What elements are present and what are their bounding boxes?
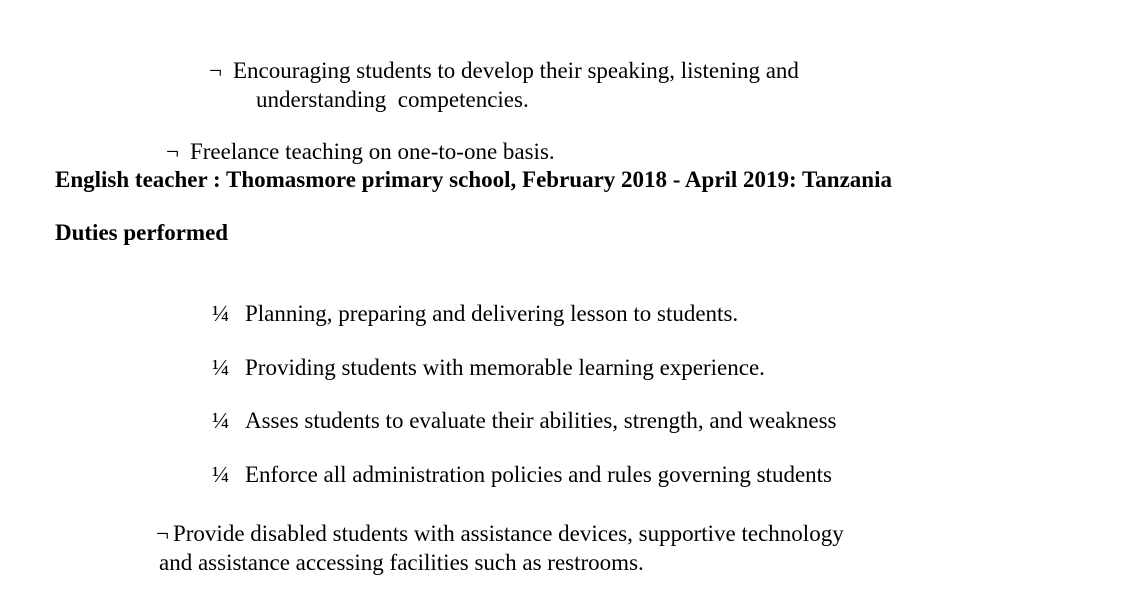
- bullet-marker-quarter: ¼: [212, 355, 230, 380]
- bullet-marker-quarter: ¼: [212, 301, 230, 326]
- closing-bullet-continuation: and assistance accessing facilities such as restrooms.: [159, 550, 644, 575]
- intro-bullet-1-continuation: understanding competencies.: [256, 87, 529, 112]
- closing-bullet-text: Provide disabled students with assistance devices, supportive technology: [172, 521, 844, 546]
- bullet-marker-quarter: ¼: [212, 408, 230, 433]
- bullet-marker-not-sign: ¬: [156, 521, 169, 546]
- duties-subheading: Duties performed: [55, 220, 229, 245]
- duty-bullet-2-text: Providing students with memorable learning experience.: [245, 355, 765, 380]
- duty-bullet-1-text: Planning, preparing and delivering lesson to students.: [245, 301, 739, 326]
- bullet-marker-quarter: ¼: [212, 462, 230, 487]
- bullet-marker-not-sign: ¬: [166, 139, 179, 164]
- job-heading: English teacher : Thomasmore primary school, February 2018 - April 2019: Tanzania: [55, 167, 892, 192]
- closing-bullet-line-2: [136, 521, 644, 592]
- intro-bullet-1-text: Encouraging students to develop their speaking, listening and: [232, 58, 799, 83]
- duty-bullet-4-text: Enforce all administration policies and rules governing students: [245, 462, 832, 487]
- intro-bullet-2-text: Freelance teaching on one-to-one basis.: [189, 139, 555, 164]
- bullet-marker-not-sign: ¬: [209, 58, 222, 83]
- duty-bullet-3-text: Asses students to evaluate their abilities, strength, and weakness: [245, 408, 837, 433]
